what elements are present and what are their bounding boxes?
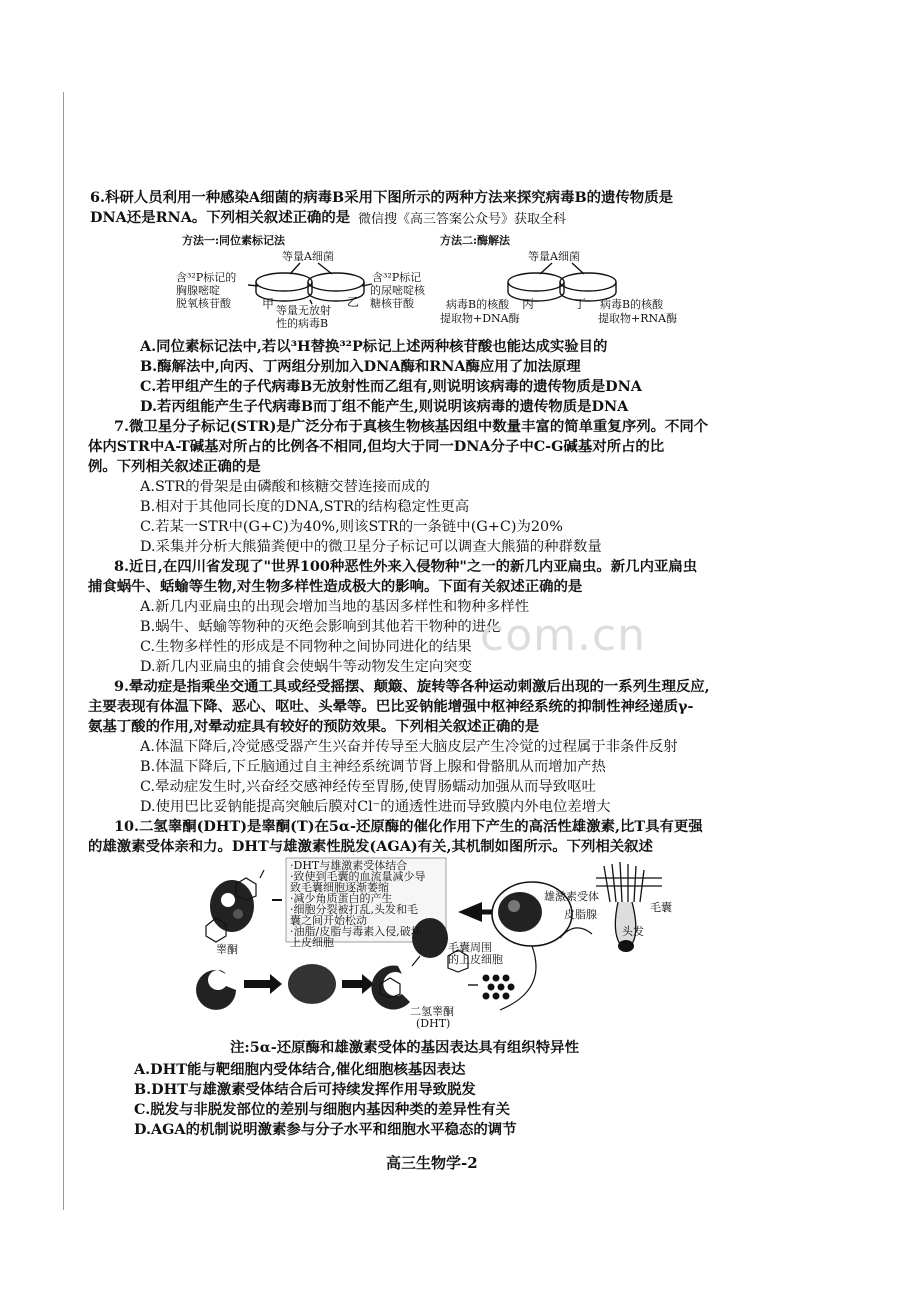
q7-stem-line3: 例。下列相关叙述正确的是 bbox=[88, 458, 261, 475]
follicle-label: 毛囊 bbox=[650, 901, 672, 914]
method1-title: 方法一:同位素标记法 bbox=[182, 234, 286, 247]
q10-stem-line2: 的雄激素受体亲和力。DHT与雄激素性脱发(AGA)有关,其机制如图所示。下列相关叙述 bbox=[88, 838, 653, 855]
effect-line-1: ·DHT与雄激素受体结合 bbox=[290, 859, 408, 872]
q9-option-c: C.晕动症发生时,兴奋经交感神经传至胃肠,使胃肠蠕动加强从而导致呕吐 bbox=[140, 779, 596, 795]
dht-label-2: (DHT) bbox=[416, 1017, 451, 1030]
q10-option-c: C.脱发与非脱发部位的差别与细胞内基因种类的差异性有关 bbox=[134, 1101, 510, 1118]
q9-stem-line1: 9.晕动症是指乘坐交通工具或经受摇摆、颠簸、旋转等各种运动刺激后出现的一系列生理反应, bbox=[114, 678, 710, 695]
m1-left-label-2: 胸腺嘧啶 bbox=[176, 284, 220, 297]
q10-note: 注:5α-还原酶和雄激素受体的基因表达具有组织特异性 bbox=[230, 1039, 579, 1056]
m1-virus-label-2: 性的病毒B bbox=[276, 317, 329, 330]
effect-line-7: ·油脂/皮脂与毒素入侵,破坏 bbox=[290, 925, 422, 938]
q6-option-b: B.酶解法中,向丙、丁两组分别加入DNA酶和RNA酶应用了加法原理 bbox=[140, 358, 581, 375]
q8-stem-line1: 8.近日,在四川省发现了"世界100种恶性外来入侵物种"之一的新几内亚扁虫。新几内亚扁虫 bbox=[114, 558, 698, 575]
q10-option-a: A.DHT能与靶细胞内受体结合,催化细胞核基因表达 bbox=[134, 1061, 466, 1078]
receptor-label: 雄激素受体 bbox=[544, 890, 599, 903]
testosterone-label: 睾酮 bbox=[216, 943, 238, 956]
sebaceous-label: 皮脂腺 bbox=[564, 908, 597, 921]
q10-option-d: D.AGA的机制说明激素参与分子水平和细胞水平稳态的调节 bbox=[134, 1121, 517, 1138]
q8-option-b: B.蜗牛、蛞蝓等物种的灭绝会影响到其他若干物种的进化 bbox=[140, 619, 501, 635]
m2-bacteria-label: 等量A细菌 bbox=[528, 250, 580, 263]
effect-line-6: 囊之间开始松动 bbox=[290, 914, 367, 927]
m1-right-label-3: 糖核苷酸 bbox=[370, 297, 414, 310]
effect-line-8: 上皮细胞 bbox=[290, 936, 334, 949]
method2-title: 方法二:酶解法 bbox=[440, 234, 511, 247]
m1-yi-label: 乙 bbox=[347, 295, 360, 309]
q9-stem-line2: 主要表现有体温下降、恶心、呕吐、头晕等。巴比妥钠能增强中枢神经系统的抑制性神经递质γ- bbox=[88, 698, 694, 715]
m2-bing-label: 丙 bbox=[522, 297, 535, 311]
q10-stem-line1: 10.二氢睾酮(DHT)是睾酮(T)在5α-还原酶的催化作用下产生的高活性雄激素,比T具有更强 bbox=[114, 818, 703, 835]
m1-left-label-1: 含³²P标记的 bbox=[176, 271, 237, 284]
q9-option-b: B.体温下降后,下丘脑通过自主神经系统调节肾上腺和骨骼肌从而增加产热 bbox=[140, 759, 606, 775]
watermark: com.cn bbox=[480, 610, 647, 661]
m2-left-label-1: 病毒B的核酸 bbox=[446, 298, 510, 311]
q8-option-c: C.生物多样性的形成是不同物种之间协同进化的结果 bbox=[140, 639, 472, 655]
q6-stem-line2: DNA还是RNA。下列相关叙述正确的是 bbox=[90, 209, 351, 226]
q6-option-a: A.同位素标记法中,若以³H替换³²P标记上述两种核苷酸也能达成实验目的 bbox=[140, 338, 608, 355]
q7-option-d: D.采集并分析大熊猫粪便中的微卫星分子标记可以调查大熊猫的种群数量 bbox=[140, 539, 602, 555]
q6-stem-line1: 6.科研人员利用一种感染A细菌的病毒B采用下图所示的两种方法来探究病毒B的遗传物质是 bbox=[90, 189, 673, 206]
m1-left-label-3: 脱氧核苷酸 bbox=[176, 297, 231, 310]
page-footer: 高三生物学-2 bbox=[386, 1154, 478, 1172]
q9-option-d: D.使用巴比妥钠能提高突触后膜对Cl⁻的通透性进而导致膜内外电位差增大 bbox=[140, 799, 611, 815]
q8-stem-line2: 捕食蜗牛、蛞蝓等生物,对生物多样性造成极大的影响。下面有关叙述正确的是 bbox=[88, 578, 583, 595]
q7-stem-line1: 7.微卫星分子标记(STR)是广泛分布于真核生物核基因组中数量丰富的简单重复序列。不同个 bbox=[114, 418, 709, 435]
q10-option-b: B.DHT与雄激素受体结合后可持续发挥作用导致脱发 bbox=[134, 1081, 476, 1098]
m2-left-label-2: 提取物+DNA酶 bbox=[440, 312, 520, 325]
q9-option-a: A.体温下降后,冷觉感受器产生兴奋并传导至大脑皮层产生冷觉的过程属于非条件反射 bbox=[140, 739, 678, 755]
q7-option-a: A.STR的骨架是由磷酸和核糖交替连接而成的 bbox=[140, 479, 430, 495]
epithelial-label-1: 毛囊周围 bbox=[448, 941, 492, 954]
effect-line-3: 致毛囊细胞逐渐萎缩 bbox=[290, 881, 389, 894]
m1-jia-label: 甲 bbox=[262, 297, 275, 311]
m2-right-label-1: 病毒B的核酸 bbox=[600, 298, 664, 311]
effect-line-2: ·致使到毛囊的血流量减少导 bbox=[290, 870, 426, 883]
q8-option-d: D.新几内亚扁虫的捕食会使蜗牛等动物发生定向突变 bbox=[140, 659, 473, 675]
q9-stem-line3: 氨基丁酸的作用,对晕动症具有较好的预防效果。下列相关叙述正确的是 bbox=[88, 718, 540, 735]
effect-line-4: ·减少角质蛋白的产生 bbox=[290, 892, 393, 905]
q8-option-a: A.新几内亚扁虫的出现会增加当地的基因多样性和物种多样性 bbox=[140, 599, 530, 615]
q6-option-c: C.若甲组产生的子代病毒B无放射性而乙组有,则说明该病毒的遗传物质是DNA bbox=[140, 378, 642, 395]
m1-virus-label-1: 等量无放射 bbox=[276, 304, 331, 317]
q7-stem-line2: 体内STR中A-T碱基对所占的比例各不相同,但均大于同一DNA分子中C-G碱基对所占的比 bbox=[88, 438, 665, 455]
q7-option-c: C.若某一STR中(G+C)为40%,则该STR的一条链中(G+C)为20% bbox=[140, 519, 563, 535]
m1-bacteria-label: 等量A细菌 bbox=[282, 250, 334, 263]
q6-option-d: D.若丙组能产生子代病毒B而丁组不能产生,则说明该病毒的遗传物质是DNA bbox=[140, 398, 629, 415]
m2-right-label-2: 提取物+RNA酶 bbox=[598, 312, 678, 325]
q7-option-b: B.相对于其他同长度的DNA,STR的结构稳定性更高 bbox=[140, 499, 470, 515]
q6-notice: 微信搜《高三答案公众号》获取全科 bbox=[358, 212, 567, 227]
epithelial-label-2: 的上皮细胞 bbox=[448, 953, 503, 966]
dht-label-1: 二氢睾酮 bbox=[410, 1005, 454, 1018]
hair-label: 头发 bbox=[622, 925, 644, 938]
m1-right-label-2: 的尿嘧啶核 bbox=[370, 284, 425, 297]
m2-ding-label: 丁 bbox=[574, 297, 587, 311]
m1-right-label-1: 含³²P标记 bbox=[372, 271, 422, 284]
effect-line-5: ·细胞分裂被打乱,头发和毛 bbox=[290, 903, 418, 916]
